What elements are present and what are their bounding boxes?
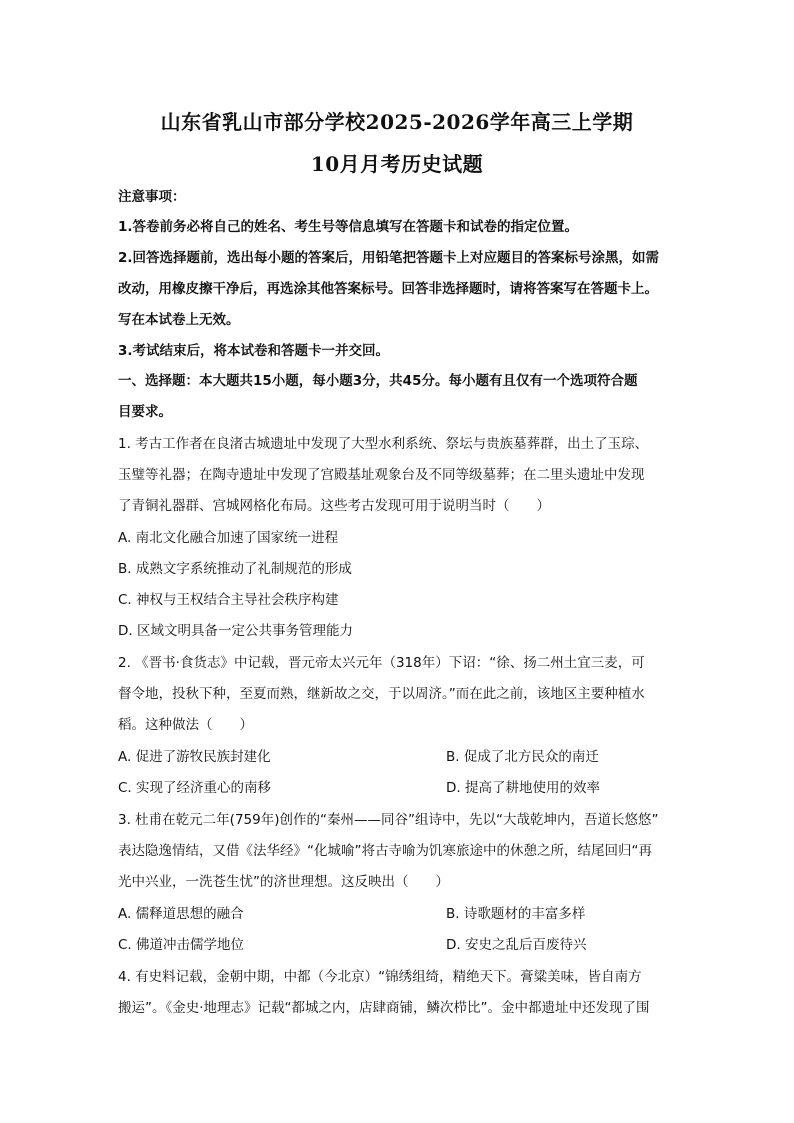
question-3-stem-line2: 表达隐逸情结，又借《法华经》“化城喻”将古寺喻为饥寒旅途中的休憩之所，结尾回归“再 xyxy=(118,843,652,859)
question-2-option-a: A. 促进了游牧民族封建化 xyxy=(118,749,271,765)
question-1-stem-line1: 1. 考古工作者在良渚古城遗址中发现了大型水利系统、祭坛与贵族墓葬群，出土了玉琮、 xyxy=(118,436,649,452)
question-3-stem-line1: 3. 杜甫在乾元二年(759年)创作的“秦州——同谷”组诗中，先以“大哉乾坤内，吾道长悠悠” xyxy=(118,812,659,828)
notice-item-2-line1: 2.回答选择题前，选出每小题的答案后，用铅笔把答题卡上对应题目的答案标号涂黑，如需 xyxy=(118,250,660,266)
notice-heading: 注意事项： xyxy=(118,189,186,205)
question-1-stem-line2: 玉璧等礼器；在陶寺遗址中发现了宫殿基址观象台及不同等级墓葬；在二里头遗址中发现 xyxy=(118,467,645,483)
section-heading-line1: 一、选择题：本大题共15小题，每小题3分，共45分。每小题有且仅有一个选项符合题 xyxy=(118,373,638,389)
exam-title-line2: 10月月考历史试题 xyxy=(310,152,484,176)
question-3-option-c: C. 佛道冲击儒学地位 xyxy=(118,937,245,953)
question-4-stem-line1: 4. 有史料记载，金朝中期，中都（今北京）“锦绣组绮，精绝天下。膏粱美味，皆自南方 xyxy=(118,969,642,985)
question-3-stem-line3: 光中兴业，一洗苍生忧”的济世理想。这反映出（ ） xyxy=(118,874,449,890)
question-2-option-b: B. 促成了北方民众的南迁 xyxy=(446,749,599,765)
question-2-stem-line2: 督令地，投秋下种，至夏而熟，继新故之交，于以周济。”而在此之前，该地区主要种植水 xyxy=(118,686,645,702)
question-1-option-a: A. 南北文化融合加速了国家统一进程 xyxy=(118,530,339,546)
question-1-option-c: C. 神权与王权结合主导社会秩序构建 xyxy=(118,592,339,608)
question-1-stem-line3: 了青铜礼器群、宫城网格化布局。这些考古发现可用于说明当时（ ） xyxy=(118,498,550,514)
notice-item-2-line2: 改动，用橡皮擦干净后，再选涂其他答案标号。回答非选择题时，请将答案写在答题卡上。 xyxy=(118,281,658,297)
notice-item-3: 3.考试结束后，将本试卷和答题卡一并交回。 xyxy=(118,343,390,359)
exam-title-line1: 山东省乳山市部分学校2025-2026学年高三上学期 xyxy=(160,110,634,134)
question-3-option-b: B. 诗歌题材的丰富多样 xyxy=(446,906,586,922)
question-1-option-d: D. 区域文明具备一定公共事务管理能力 xyxy=(118,623,353,639)
section-heading-line2: 目要求。 xyxy=(118,404,172,420)
question-1-option-b: B. 成熟文字系统推动了礼制规范的形成 xyxy=(118,561,352,577)
question-3-option-a: A. 儒释道思想的融合 xyxy=(118,906,244,922)
question-3-option-d: D. 安史之乱后百废待兴 xyxy=(446,937,587,953)
question-2-stem-line3: 稻。这种做法（ ） xyxy=(118,717,253,733)
question-4-stem-line2: 搬运”。《金史·地理志》记载“都城之内，店肆商铺，鳞次栉比”。金中都遗址中还发现了围 xyxy=(118,1000,650,1016)
question-2-option-c: C. 实现了经济重心的南移 xyxy=(118,780,272,796)
notice-item-2-line3: 写在本试卷上无效。 xyxy=(118,312,240,328)
notice-item-1: 1.答卷前务必将自己的姓名、考生号等信息填写在答题卡和试卷的指定位置。 xyxy=(118,219,579,235)
question-2-option-d: D. 提高了耕地使用的效率 xyxy=(446,780,600,796)
question-2-stem-line1: 2. 《晋书·食货志》中记载，晋元帝太兴元年（318年）下诏：“徐、扬二州土宜三麦，可 xyxy=(118,655,645,671)
